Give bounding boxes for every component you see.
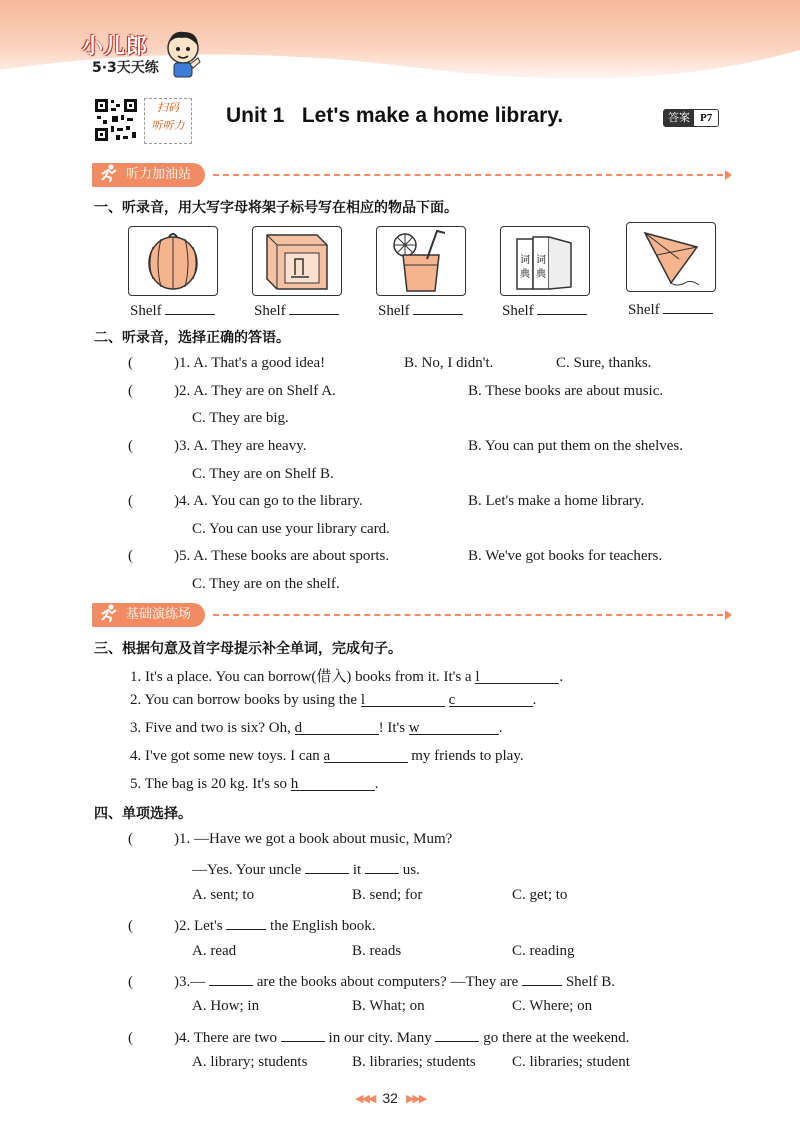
watermelon-icon (129, 227, 217, 295)
q4-item-4 (128, 1027, 629, 1047)
question-stem: go there at the weekend. (483, 1030, 630, 1046)
shelf-label: Shelf (254, 303, 286, 319)
question-stem: us. (402, 862, 420, 878)
shelf-answer-2 (254, 300, 339, 320)
option-c: C. They are big. (192, 410, 289, 426)
section-banner-basic (92, 603, 732, 627)
option-a: A. library; students (192, 1054, 308, 1070)
music-box-picture (252, 226, 342, 296)
q4-item-3 (128, 971, 615, 991)
item-number: )4. (174, 493, 191, 509)
sentence-text: . (532, 692, 537, 708)
shelf-label: Shelf (628, 302, 660, 318)
option-b: B. These books are about music. (468, 383, 664, 399)
shelf-label: Shelf (130, 303, 162, 319)
mascot-icon (160, 28, 206, 80)
dictionaries-icon (501, 227, 589, 295)
sentence-text: 5. The bag is 20 kg. It's so (130, 776, 288, 792)
option-a: A. How; in (192, 998, 260, 1014)
hint-letter: d (294, 720, 303, 736)
q2-item-5 (128, 548, 389, 565)
item-number: )5. (174, 548, 191, 564)
answer-paren[interactable]: ( (128, 548, 133, 564)
watermelon-picture (128, 226, 218, 296)
answer-blank[interactable] (289, 300, 339, 315)
question-heading: 二、听录音，选择正确的答语。 (94, 330, 290, 346)
question-stem: are the books about computers? —They are (256, 974, 519, 990)
question-stem: the English book. (270, 918, 376, 934)
question-stem: —Yes. Your uncle (192, 862, 302, 878)
q4-item-2 (128, 915, 375, 935)
answer-label: 答案 (664, 110, 694, 126)
sentence-text: 2. You can borrow books by using the (130, 692, 358, 708)
q4-item-1-line2 (192, 859, 420, 879)
page-number: 32 (382, 1090, 398, 1106)
answer-blank[interactable] (435, 1027, 479, 1042)
section-title: 听力加油站 (126, 167, 192, 182)
answer-blank[interactable] (475, 669, 559, 684)
answer-blank[interactable] (209, 971, 253, 986)
option-b: B. reads (352, 943, 402, 959)
hint-letter: c (448, 692, 456, 708)
section-title: 基础演练场 (126, 607, 192, 622)
sentence-text: 4. I've got some new toys. I can (130, 748, 320, 764)
answer-paren[interactable]: ( (128, 831, 133, 847)
q3-item-3 (130, 720, 503, 737)
brand-subtitle: 5·3天天练 (92, 60, 159, 76)
prev-arrows-icon: ◀◀◀ (355, 1092, 375, 1105)
answer-paren[interactable]: ( (128, 1030, 133, 1046)
sentence-text: . (559, 669, 564, 685)
option-a: A. sent; to (192, 887, 255, 903)
page-footer (355, 1090, 425, 1106)
dictionaries-picture (500, 226, 590, 296)
unit-title: Unit 1 Let's make a home library. (226, 104, 564, 127)
answer-blank[interactable] (165, 300, 215, 315)
section-pill (92, 603, 205, 627)
hint-letter: h (290, 776, 299, 792)
answer-blank[interactable] (281, 1027, 325, 1042)
option-a: A. They are on Shelf A. (193, 383, 336, 399)
q2-item-4 (128, 493, 363, 510)
kite-icon (627, 223, 715, 291)
hint-letter: w (408, 720, 420, 736)
answer-page-tag (663, 109, 719, 127)
answer-blank[interactable] (413, 300, 463, 315)
option-c: C. You can use your library card. (192, 521, 390, 537)
sentence-text: ! It's (378, 720, 406, 736)
runner-icon (98, 604, 120, 622)
option-a: A. You can go to the library. (193, 493, 363, 509)
q3-item-4 (130, 748, 524, 765)
option-c: C. get; to (512, 887, 568, 903)
next-arrows-icon: ▶▶▶ (405, 1092, 426, 1105)
kite-picture (626, 222, 716, 292)
answer-blank[interactable] (295, 720, 379, 735)
shelf-label: Shelf (378, 303, 410, 319)
q3-item-2 (130, 692, 536, 709)
question-heading: 三、根据句意及首字母提示补全单词，完成句子。 (94, 641, 402, 657)
option-c: C. Sure, thanks. (556, 355, 652, 371)
shelf-answer-3 (378, 300, 463, 320)
arrow-icon (725, 610, 732, 620)
option-a: A. That's a good idea! (193, 355, 326, 371)
answer-blank[interactable] (361, 692, 445, 707)
svg-text:词: 词 (520, 255, 530, 266)
q2-item-2 (128, 383, 336, 400)
shelf-label: Shelf (502, 303, 534, 319)
hint-letter: l (475, 669, 480, 685)
shelf-answer-4 (502, 300, 587, 320)
q4-item-1 (128, 831, 452, 848)
option-b: B. We've got books for teachers. (468, 548, 663, 564)
answer-blank[interactable] (291, 776, 375, 791)
answer-paren[interactable]: ( (128, 383, 133, 399)
q3-item-1 (130, 665, 563, 686)
section-banner-listening (92, 163, 732, 187)
sentence-text: . (374, 776, 379, 792)
question-stem: it (352, 862, 362, 878)
option-b: B. No, I didn't. (404, 355, 494, 371)
q3-item-5 (130, 776, 379, 793)
option-b: B. What; on (352, 998, 425, 1014)
option-a: A. These books are about sports. (193, 548, 390, 564)
question-stem: Shelf B. (565, 974, 615, 990)
option-c: C. They are on Shelf B. (192, 466, 334, 482)
answer-blank[interactable] (305, 859, 349, 874)
question-stem: Let's (194, 918, 223, 934)
shelf-answer-5 (628, 299, 713, 319)
svg-text:典: 典 (520, 269, 530, 280)
sentence-text: my friends to play. (411, 748, 524, 764)
option-c: C. Where; on (512, 998, 593, 1014)
answer-paren[interactable]: ( (128, 974, 133, 990)
answer-blank[interactable] (449, 692, 533, 707)
answer-blank[interactable] (522, 971, 562, 986)
option-b: B. libraries; students (352, 1054, 476, 1070)
option-b: B. You can put them on the shelves. (468, 438, 683, 454)
item-number: )3. (174, 974, 191, 990)
question-stem: There are two (193, 1030, 278, 1046)
hint-letter: a (323, 748, 331, 764)
option-c: C. They are on the shelf. (192, 576, 340, 592)
sentence-text: 3. Five and two is six? Oh, (130, 720, 291, 736)
answer-paren[interactable]: ( (128, 438, 133, 454)
question-stem: in our city. Many (328, 1030, 432, 1046)
answer-paren[interactable]: ( (128, 493, 133, 509)
answer-blank[interactable] (226, 915, 266, 930)
sentence-text: . (498, 720, 503, 736)
answer-blank[interactable] (663, 299, 713, 314)
option-a: A. They are heavy. (193, 438, 307, 454)
item-number: )1. (174, 355, 191, 371)
divider (213, 614, 723, 616)
item-number: )4. (174, 1030, 191, 1046)
brand-logo: 小儿郎 (82, 34, 148, 58)
answer-blank[interactable] (409, 720, 499, 735)
q2-item-1 (128, 355, 325, 372)
answer-blank[interactable] (537, 300, 587, 315)
svg-text:典: 典 (536, 269, 546, 280)
orange-juice-icon (377, 227, 465, 295)
arrow-icon (725, 170, 732, 180)
shelf-answer-1 (130, 300, 215, 320)
answer-blank[interactable] (365, 859, 399, 874)
listen-label: 听听力 (151, 119, 185, 132)
q2-item-3 (128, 438, 306, 455)
option-c: C. libraries; student (512, 1054, 630, 1070)
option-b: B. send; for (352, 887, 423, 903)
svg-text:词: 词 (536, 255, 546, 266)
qr-code-icon[interactable] (94, 98, 138, 142)
option-c: C. reading (512, 943, 575, 959)
music-box-icon (253, 227, 341, 295)
scan-label: 扫码 (157, 101, 179, 114)
item-number: )1. (174, 831, 191, 847)
orange-juice-picture (376, 226, 466, 296)
item-number: )2. (174, 383, 191, 399)
answer-paren[interactable]: ( (128, 355, 133, 371)
question-stem: —Have we got a book about music, Mum? (194, 831, 453, 847)
scan-listen-box (144, 98, 192, 144)
sentence-text: 1. It's a place. You can borrow(借入) books from it. It's a (130, 669, 472, 685)
section-pill (92, 163, 205, 187)
option-b: B. Let's make a home library. (468, 493, 645, 509)
answer-paren[interactable]: ( (128, 918, 133, 934)
question-heading: 四、单项选择。 (94, 806, 192, 822)
item-number: )2. (174, 918, 191, 934)
question-stem: — (190, 974, 206, 990)
option-a: A. read (192, 943, 237, 959)
runner-icon (98, 164, 120, 182)
hint-letter: l (360, 692, 366, 708)
answer-page: P7 (700, 112, 713, 124)
question-heading: 一、听录音，用大写字母将架子标号写在相应的物品下面。 (94, 200, 458, 216)
divider (213, 174, 723, 176)
answer-blank[interactable] (324, 748, 408, 763)
item-number: )3. (174, 438, 191, 454)
